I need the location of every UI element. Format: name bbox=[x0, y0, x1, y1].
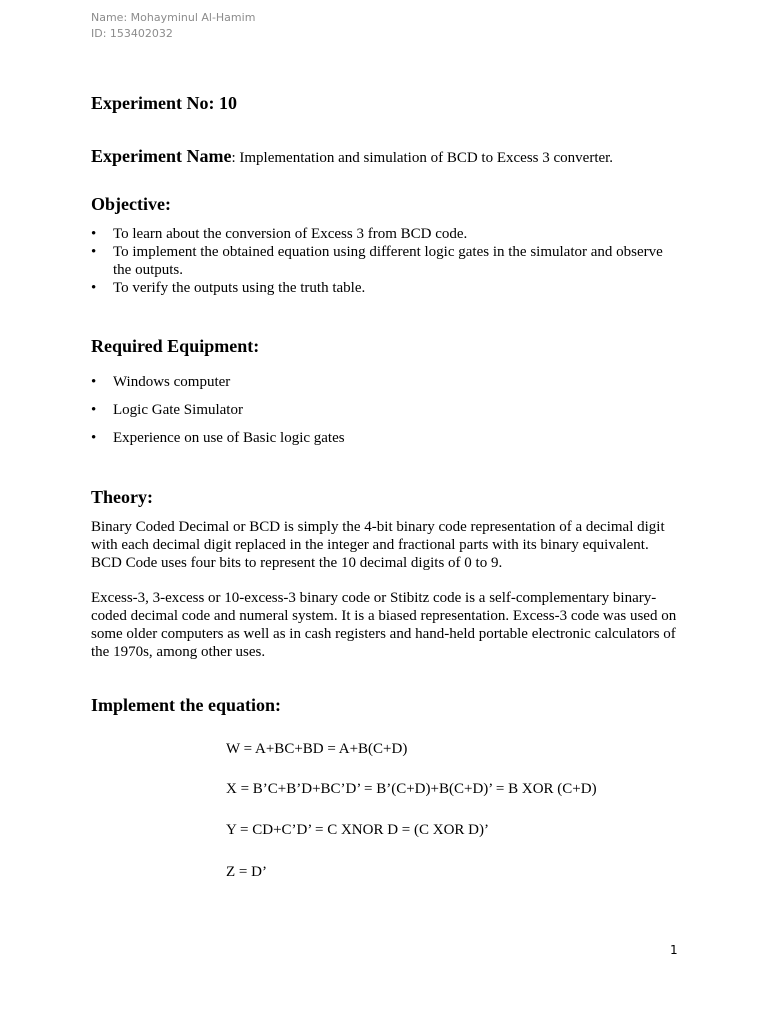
equipment-heading: Required Equipment: bbox=[91, 336, 260, 356]
equation-x: X = B’C+B’D+BC’D’ = B’(C+D)+B(C+D)’ = B XOR (C+D) bbox=[226, 781, 597, 797]
objective-item: • To verify the outputs using the truth table. bbox=[91, 279, 681, 297]
experiment-name bbox=[91, 146, 613, 167]
equipment-item: • Experience on use of Basic logic gates bbox=[91, 429, 681, 447]
theory-paragraph: Binary Coded Decimal or BCD is simply the 4-bit binary code representation of a decimal digit with each decimal digit replaced in the integer and fractional parts with its binary equivalent. BCD Code uses four bits to represent the 10 decimal digits of 0 to 9. bbox=[91, 519, 665, 571]
experiment-name-value: : Implementation and simulation of BCD to Excess 3 converter. bbox=[231, 150, 614, 166]
equations-heading: Implement the equation: bbox=[91, 695, 281, 715]
equipment-item: • Logic Gate Simulator bbox=[91, 401, 681, 419]
author-header bbox=[91, 10, 255, 42]
objective-list bbox=[91, 225, 681, 297]
equation-y: Y = CD+C’D’ = C XNOR D = (C XOR D)’ bbox=[226, 822, 489, 838]
page-number: 1 bbox=[670, 943, 678, 957]
author-id: ID: 153402032 bbox=[91, 27, 173, 40]
equation-w: W = A+BC+BD = A+B(C+D) bbox=[226, 741, 408, 757]
experiment-name-label: Experiment Name bbox=[91, 146, 232, 166]
equipment-list bbox=[91, 373, 681, 457]
objective-item: • To learn about the conversion of Excess 3 from BCD code. bbox=[91, 225, 681, 243]
theory-heading: Theory: bbox=[91, 487, 153, 507]
objective-item: • To implement the obtained equation using different logic gates in the simulator and observe the outputs. bbox=[91, 243, 681, 279]
author-name: Name: Mohayminul Al-Hamim bbox=[91, 11, 256, 24]
objective-heading: Objective: bbox=[91, 194, 171, 214]
theory-paragraph: Excess-3, 3-excess or 10-excess-3 binary code or Stibitz code is a self-complementary binary-coded decimal code and numeral system. It is a biased representation. Excess-3 code was used on some older computers as well as in cash registers and hand-held portable electronic calculators of the 1970s, among other uses. bbox=[91, 590, 677, 660]
experiment-number: Experiment No: 10 bbox=[91, 93, 237, 113]
equation-z: Z = D’ bbox=[226, 864, 267, 880]
equipment-item: • Windows computer bbox=[91, 373, 681, 391]
